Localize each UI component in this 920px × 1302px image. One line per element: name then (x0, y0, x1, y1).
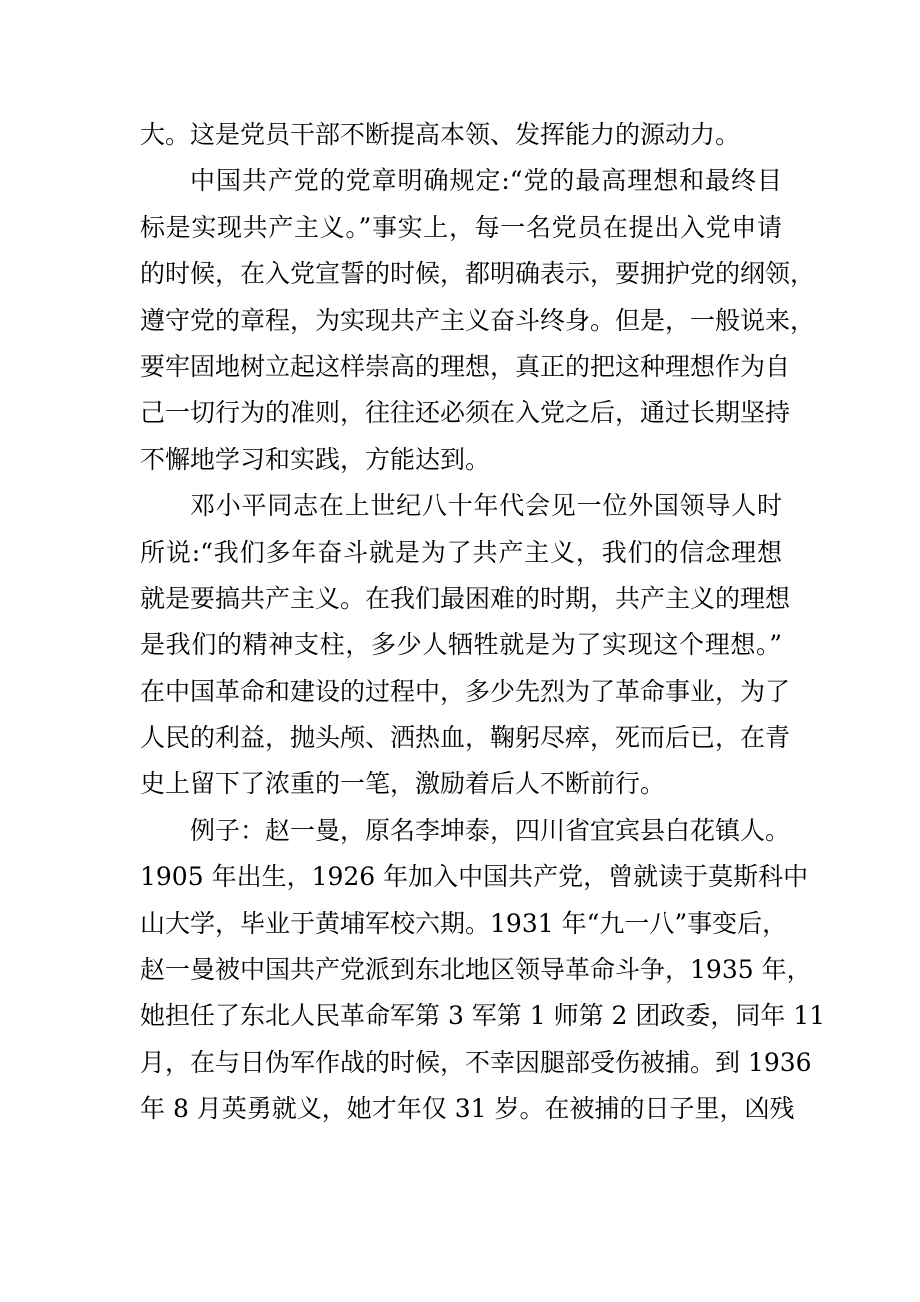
text-line: 在中国革命和建设的过程中，多少先烈为了革命事业，为了 (140, 676, 791, 706)
text-line: 遵守党的章程，为实现共产主义奋斗终身。但是，一般说来， (140, 305, 816, 335)
text-line: 中国共产党的党章明确规定:“党的最高理想和最终目 (190, 166, 782, 196)
text-line: 要牢固地树立起这样崇高的理想，真正的把这种理想作为自 (140, 351, 791, 381)
text-line: 标是实现共产主义。”事实上，每一名党员在提出入党申请 (140, 212, 782, 242)
document-body (140, 112, 826, 1133)
paragraph-4 (140, 808, 826, 1133)
text-line: 山大学，毕业于黄埔军校六期。1931 年“九一八”事变后， (140, 908, 788, 938)
text-line: 大。这是党员干部不断提高本领、发挥能力的源动力。 (140, 120, 741, 149)
text-line: 己一切行为的准则，往往还必须在入党之后，通过长期坚持 (140, 398, 791, 428)
text-line: 是我们的精神支柱，多少人牺牲就是为了实现这个理想。” (140, 630, 782, 660)
text-line: 她担任了东北人民革命军第 3 军第 1 师第 2 团政委，同年 11 (140, 1001, 826, 1031)
paragraph-1 (140, 112, 782, 158)
text-line: 赵一曼被中国共产党派到东北地区领导革命斗争，1935 年， (140, 955, 812, 985)
text-line: 的时候，在入党宣誓的时候，都明确表示，要拥护党的纲领， (140, 259, 816, 289)
text-line: 例子：赵一曼，原名李坤泰，四川省宜宾县白花镇人。 (190, 815, 791, 845)
text-line: 不懈地学习和实践，方能达到。 (140, 444, 491, 474)
paragraph-3 (140, 483, 791, 808)
text-line: 邓小平同志在上世纪八十年代会见一位外国领导人时 (190, 491, 782, 521)
text-line: 月，在与日伪军作战的时候，不幸因腿部受伤被捕。到 1936 (140, 1047, 812, 1077)
text-line: 就是要搞共产主义。在我们最困难的时期，共产主义的理想 (140, 583, 791, 613)
text-line: 所说:“我们多年奋斗就是为了共产主义，我们的信念理想 (140, 537, 782, 567)
text-line: 年 8 月英勇就义，她才年仅 31 岁。在被捕的日子里，凶残 (140, 1094, 795, 1124)
paragraph-2 (140, 158, 816, 483)
text-line: 1905 年出生，1926 年加入中国共产党，曾就读于莫斯科中 (140, 862, 809, 892)
text-line: 史上留下了浓重的一笔，激励着后人不断前行。 (140, 769, 666, 799)
text-line: 人民的利益，抛头颅、洒热血，鞠躬尽瘁，死而后已，在青 (140, 723, 791, 753)
